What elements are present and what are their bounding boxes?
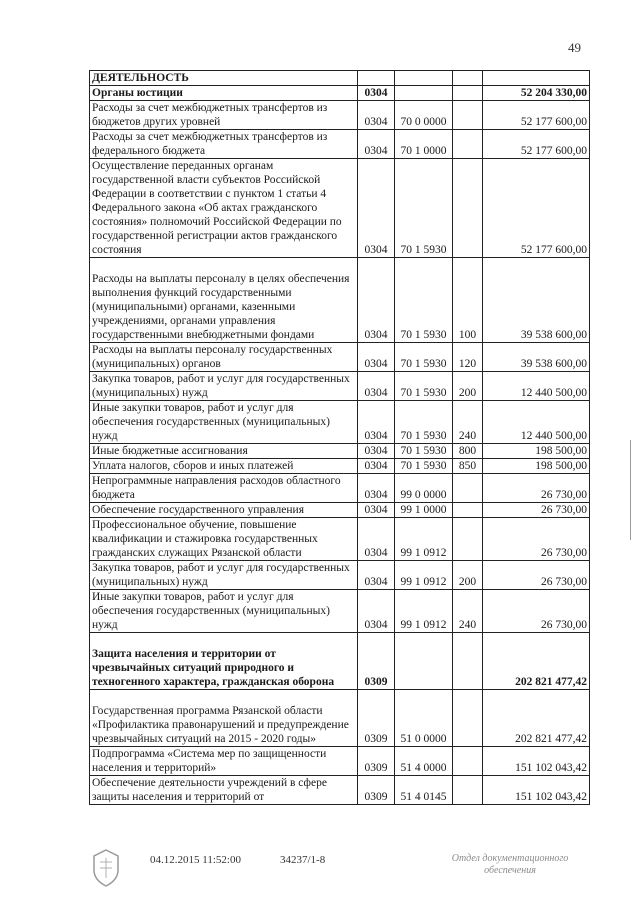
row-target: 70 1 5930 xyxy=(395,159,453,258)
row-target: 99 0 0000 xyxy=(395,474,453,503)
table-row xyxy=(90,474,590,503)
row-target: 70 1 5930 xyxy=(395,343,453,372)
row-section: 0304 xyxy=(358,101,395,130)
table-row xyxy=(90,372,590,401)
table-row xyxy=(90,258,590,343)
row-expense: 120 xyxy=(453,343,483,372)
row-target xyxy=(395,86,453,101)
department-stamp: Отдел документационного обеспечения xyxy=(451,853,569,876)
row-section: 0304 xyxy=(358,561,395,590)
row-expense: 240 xyxy=(453,401,483,444)
row-expense xyxy=(453,474,483,503)
row-section: 0304 xyxy=(358,444,395,459)
row-name: Обеспечение деятельности учреждений в сфере защиты населения и территорий от xyxy=(90,776,358,805)
table-row xyxy=(90,101,590,130)
table-row xyxy=(90,503,590,518)
table-row xyxy=(90,518,590,561)
row-expense: 800 xyxy=(453,444,483,459)
row-amount: 198 500,00 xyxy=(483,459,590,474)
row-section: 0304 xyxy=(358,401,395,444)
row-name: Уплата налогов, сборов и иных платежей xyxy=(90,459,358,474)
row-amount: 151 102 043,42 xyxy=(483,776,590,805)
table-row xyxy=(90,401,590,444)
row-target: 70 1 5930 xyxy=(395,372,453,401)
row-expense xyxy=(453,159,483,258)
row-target: 70 1 5930 xyxy=(395,258,453,343)
row-section: 0309 xyxy=(358,633,395,690)
row-name: Обеспечение государственного управления xyxy=(90,503,358,518)
table-row xyxy=(90,444,590,459)
row-expense xyxy=(453,633,483,690)
row-target: 99 1 0000 xyxy=(395,503,453,518)
row-name: ДЕЯТЕЛЬНОСТЬ xyxy=(90,71,358,86)
table-row xyxy=(90,130,590,159)
row-name: Иные закупки товаров, работ и услуг для обеспечения государственных (муниципальных) нужд xyxy=(90,401,358,444)
scan-edge-mark xyxy=(630,440,631,540)
table-row xyxy=(90,590,590,633)
row-target: 70 1 5930 xyxy=(395,401,453,444)
row-amount: 12 440 500,00 xyxy=(483,401,590,444)
row-expense xyxy=(453,690,483,747)
row-name: Непрограммные направления расходов областного бюджета xyxy=(90,474,358,503)
row-section: 0309 xyxy=(358,747,395,776)
row-name: Расходы за счет межбюджетных трансфертов из бюджетов других уровней xyxy=(90,101,358,130)
row-section: 0304 xyxy=(358,503,395,518)
row-section: 0304 xyxy=(358,343,395,372)
table-row xyxy=(90,633,590,690)
row-amount: 39 538 600,00 xyxy=(483,343,590,372)
row-target: 51 0 0000 xyxy=(395,690,453,747)
row-name: Иные бюджетные ассигнования xyxy=(90,444,358,459)
row-expense: 200 xyxy=(453,372,483,401)
row-section: 0304 xyxy=(358,86,395,101)
row-name: Профессиональное обучение, повышение квалификации и стажировка государственных гражданских служащих Рязанской области xyxy=(90,518,358,561)
row-target: 70 1 5930 xyxy=(395,444,453,459)
page-number: 49 xyxy=(568,40,581,55)
row-expense: 200 xyxy=(453,561,483,590)
row-section: 0304 xyxy=(358,372,395,401)
table-row xyxy=(90,747,590,776)
row-target: 51 4 0145 xyxy=(395,776,453,805)
row-section: 0309 xyxy=(358,776,395,805)
row-target: 99 1 0912 xyxy=(395,561,453,590)
table-row xyxy=(90,159,590,258)
row-target: 99 1 0912 xyxy=(395,518,453,561)
row-section: 0309 xyxy=(358,690,395,747)
row-section: 0304 xyxy=(358,474,395,503)
row-expense xyxy=(453,101,483,130)
table-row xyxy=(90,86,590,101)
row-target: 70 0 0000 xyxy=(395,101,453,130)
budget-table xyxy=(89,70,590,805)
table-row xyxy=(90,561,590,590)
table-row xyxy=(90,71,590,86)
row-amount: 26 730,00 xyxy=(483,518,590,561)
row-target: 70 1 5930 xyxy=(395,459,453,474)
row-expense xyxy=(453,776,483,805)
table-row xyxy=(90,343,590,372)
row-name: Государственная программа Рязанской области «Профилактика правонарушений и предупреждение чрезвычайных ситуаций на 2015 - 2020 годы» xyxy=(90,690,358,747)
row-name: Иные закупки товаров, работ и услуг для обеспечения государственных (муниципальных) нужд xyxy=(90,590,358,633)
row-name: Органы юстиции xyxy=(90,86,358,101)
row-section: 0304 xyxy=(358,258,395,343)
row-expense: 850 xyxy=(453,459,483,474)
row-amount: 26 730,00 xyxy=(483,590,590,633)
row-section: 0304 xyxy=(358,130,395,159)
row-section: 0304 xyxy=(358,159,395,258)
row-name: Закупка товаров, работ и услуг для государственных (муниципальных) нужд xyxy=(90,372,358,401)
row-amount: 202 821 477,42 xyxy=(483,690,590,747)
row-name: Закупка товаров, работ и услуг для государственных (муниципальных) нужд xyxy=(90,561,358,590)
row-amount: 198 500,00 xyxy=(483,444,590,459)
row-name: Подпрограмма «Система мер по защищенности населения и территорий» xyxy=(90,747,358,776)
row-amount: 151 102 043,42 xyxy=(483,747,590,776)
row-amount: 26 730,00 xyxy=(483,503,590,518)
row-section: 0304 xyxy=(358,459,395,474)
footer-doc-id: 34237/1-8 xyxy=(280,854,326,866)
row-target xyxy=(395,633,453,690)
row-expense: 100 xyxy=(453,258,483,343)
row-expense xyxy=(453,747,483,776)
row-amount: 52 177 600,00 xyxy=(483,130,590,159)
row-amount xyxy=(483,71,590,86)
row-section: 0304 xyxy=(358,518,395,561)
row-expense xyxy=(453,518,483,561)
row-amount: 39 538 600,00 xyxy=(483,258,590,343)
row-expense xyxy=(453,86,483,101)
table-row xyxy=(90,459,590,474)
row-name: Расходы на выплаты персоналу в целях обеспечения выполнения функций государственными (муниципальными) органами, казенными учреждениями, органами управления государственными внебюджетными фондами xyxy=(90,258,358,343)
footer-date: 04.12.2015 11:52:00 xyxy=(150,854,241,866)
row-name: Осуществление переданных органам государственной власти субъектов Российской Федерации в соответствии с пунктом 1 статьи 4 Федерального закона «Об актах гражданского состояния» полномочий Российской Федерации по государственной регистрации актов гражданского состояния xyxy=(90,159,358,258)
row-amount: 202 821 477,42 xyxy=(483,633,590,690)
row-target: 51 4 0000 xyxy=(395,747,453,776)
row-target xyxy=(395,71,453,86)
row-amount: 12 440 500,00 xyxy=(483,372,590,401)
row-amount: 26 730,00 xyxy=(483,474,590,503)
row-amount: 26 730,00 xyxy=(483,561,590,590)
row-expense: 240 xyxy=(453,590,483,633)
row-amount: 52 204 330,00 xyxy=(483,86,590,101)
table-row xyxy=(90,690,590,747)
row-amount: 52 177 600,00 xyxy=(483,101,590,130)
row-name: Расходы на выплаты персоналу государственных (муниципальных) органов xyxy=(90,343,358,372)
table-row xyxy=(90,776,590,805)
row-expense xyxy=(453,130,483,159)
row-section: 0304 xyxy=(358,590,395,633)
row-expense xyxy=(453,503,483,518)
row-target: 70 1 0000 xyxy=(395,130,453,159)
row-expense xyxy=(453,71,483,86)
row-name: Расходы за счет межбюджетных трансфертов из федерального бюджета xyxy=(90,130,358,159)
coat-of-arms-icon xyxy=(90,848,122,888)
row-section xyxy=(358,71,395,86)
row-target: 99 1 0912 xyxy=(395,590,453,633)
row-amount: 52 177 600,00 xyxy=(483,159,590,258)
row-name: Защита населения и территории от чрезвычайных ситуаций природного и техногенного характера, гражданская оборона xyxy=(90,633,358,690)
